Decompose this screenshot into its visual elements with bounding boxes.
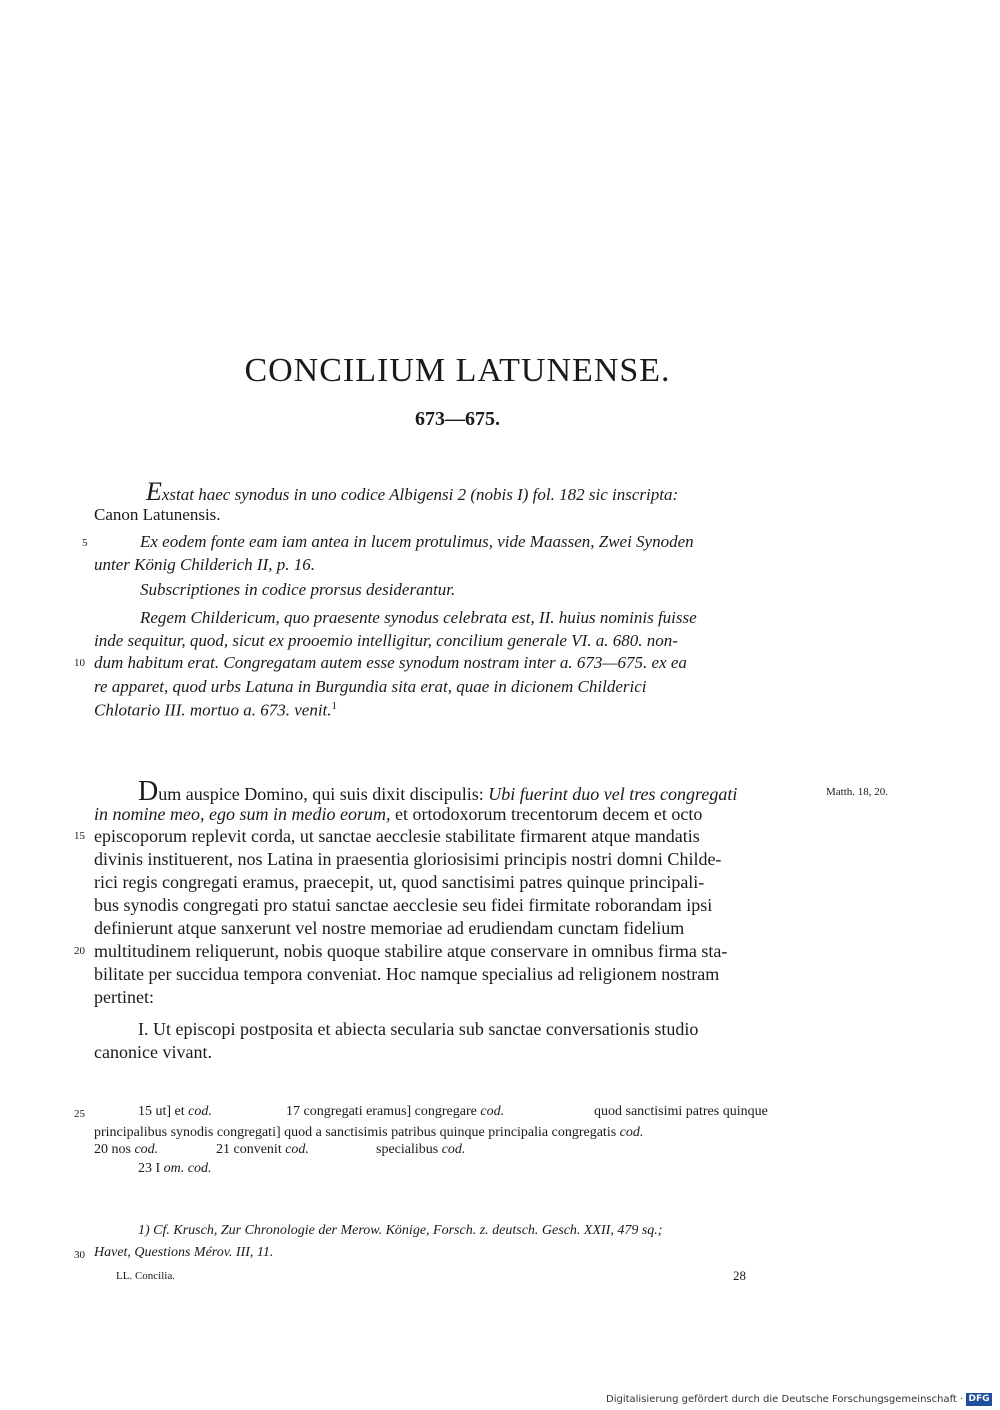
apparatus-entry-3-cont: [94, 1125, 643, 1141]
line-number-5: 5: [82, 537, 88, 549]
line-number-10: 10: [74, 657, 85, 669]
text-line-5: rici regis congregati eramus, praecepit, ut, quod sanctisimi patres quinque principali-: [94, 872, 705, 892]
line-number-15: 15: [74, 830, 85, 842]
text-line-2: [94, 804, 702, 825]
apparatus-lemma: 21 convenit: [216, 1142, 282, 1157]
text-line-1-italic: Ubi fuerint duo vel tres congregati: [488, 784, 738, 804]
signature-mark: LL. Concilia.: [116, 1270, 175, 1282]
apparatus-line-ref: 23: [138, 1161, 152, 1176]
text-line-2-italic: in nomine meo, ego sum in medio eorum,: [94, 804, 391, 824]
dfg-logo: DFG: [966, 1393, 992, 1406]
text-line-7: definierunt atque sanxerunt vel nostre memoriae ad erudiendam cunctam fidelium: [94, 918, 685, 938]
apparatus-lemma: 17 congregati eramus] congregare: [286, 1104, 477, 1119]
intro-line-7: inde sequitur, quod, sicut ex prooemio intelligitur, concilium generale VI. a. 680. non-: [94, 631, 678, 650]
apparatus-canon-num: I: [155, 1161, 161, 1176]
apparatus-siglum: cod.: [619, 1125, 644, 1140]
intro-line-9: re apparet, quod urbs Latuna in Burgundia sita erat, quae in dicionem Childerici: [94, 677, 647, 696]
apparatus-entry-5: [216, 1142, 309, 1158]
intro-line-10: [94, 700, 337, 721]
line-number-25: 25: [74, 1108, 85, 1120]
apparatus-siglum: cod.: [480, 1104, 505, 1119]
apparatus-siglum: cod.: [285, 1142, 309, 1157]
text-line-1-roman: um auspice Domino, qui suis dixit discipulis:: [158, 784, 484, 804]
line-number-30: 30: [74, 1249, 85, 1261]
apparatus-note: om. cod.: [163, 1161, 212, 1176]
intro-line-2: Canon Latunensis.: [94, 505, 221, 524]
canon-1-line-1: I. Ut episcopi postposita et abiecta secularia sub sanctae conversationis studio: [138, 1019, 699, 1039]
intro-line-3: Ex eodem fonte eam iam antea in lucem protulimus, vide Maassen, Zwei Synoden: [140, 532, 694, 551]
apparatus-siglum: cod.: [134, 1142, 159, 1157]
apparatus-siglum: cod.: [188, 1104, 212, 1119]
text-line-8: multitudinem reliquerunt, nobis quoque stabilire atque conservare in omnibus firma sta-: [94, 941, 728, 961]
text-line-2-roman: et ortodoxorum trecentorum decem et octo: [394, 804, 703, 824]
apparatus-lemma: 15 ut] et: [138, 1104, 185, 1119]
margin-reference: Matth. 18, 20.: [826, 786, 889, 798]
text-line-4: divinis instituerent, nos Latina in praesentia gloriosisimi principis nostri domni Childe-: [94, 849, 722, 869]
intro-line-1-text: xstat haec synodus in uno codice Albigensi 2 (nobis I) fol. 182 sic inscripta:: [161, 485, 679, 504]
footnote-line-1: 1) Cf. Krusch, Zur Chronologie der Merow. Könige, Forsch. z. deutsch. Gesch. XXII, 479 sq.;: [138, 1223, 663, 1238]
canon-1-line-2: canonice vivant.: [94, 1042, 212, 1062]
apparatus-entry-7: [138, 1161, 212, 1177]
apparatus-lemma: specialibus: [376, 1142, 439, 1157]
apparatus-entry-6: [376, 1142, 465, 1158]
apparatus-entry-1: [138, 1104, 212, 1120]
text-line-6: bus synodis congregati pro statui sanctae aecclesie seu fidei firmitate roborandam ipsi: [94, 895, 713, 915]
intro-line-8: dum habitum erat. Congregatam autem esse synodum nostram inter a. 673—675. ex ea: [94, 653, 687, 672]
dfg-footer-text: Digitalisierung gefördert durch die Deutsche Forschungsgemeinschaft ·: [606, 1394, 964, 1405]
intro-line-10-text: Chlotario III. mortuo a. 673. venit.: [94, 700, 332, 720]
intro-line-6: Regem Childericum, quo praesente synodus celebrata est, II. huius nominis fuisse: [140, 608, 697, 627]
text-line-10: pertinet:: [94, 987, 154, 1007]
apparatus-entry-3: quod sanctisimi patres quinque: [594, 1104, 768, 1119]
footnote-line-2: Havet, Questions Mérov. III, 11.: [94, 1245, 274, 1260]
document-title: CONCILIUM LATUNENSE.: [244, 352, 671, 389]
apparatus-lemma: 20 nos: [94, 1142, 131, 1157]
initial-letter-d: D: [138, 776, 159, 807]
apparatus-entry-2: [286, 1104, 504, 1120]
text-line-9: bilitate per succidua tempora conveniat. Hoc namque specialius ad religionem nostram: [94, 964, 720, 984]
apparatus-lemma: principalibus synodis congregati] quod a sanctisimis patribus quinque principalia congregatis: [94, 1125, 617, 1140]
apparatus-siglum: cod.: [441, 1142, 466, 1157]
apparatus-entry-4: [94, 1142, 158, 1158]
intro-line-5: Subscriptiones in codice prorsus desiderantur.: [140, 580, 456, 599]
document-years: 673—675.: [415, 408, 500, 430]
text-line-3: episcoporum replevit corda, ut sanctae aecclesie stabilitate firmarent atque mandatis: [94, 826, 700, 846]
line-number-20: 20: [74, 945, 85, 957]
footnote-marker: 1: [331, 700, 338, 712]
intro-line-1: [146, 477, 678, 507]
page-signature-number: 28: [733, 1268, 746, 1283]
intro-line-4: unter König Childerich II, p. 16.: [94, 555, 315, 574]
initial-letter: E: [146, 477, 162, 506]
